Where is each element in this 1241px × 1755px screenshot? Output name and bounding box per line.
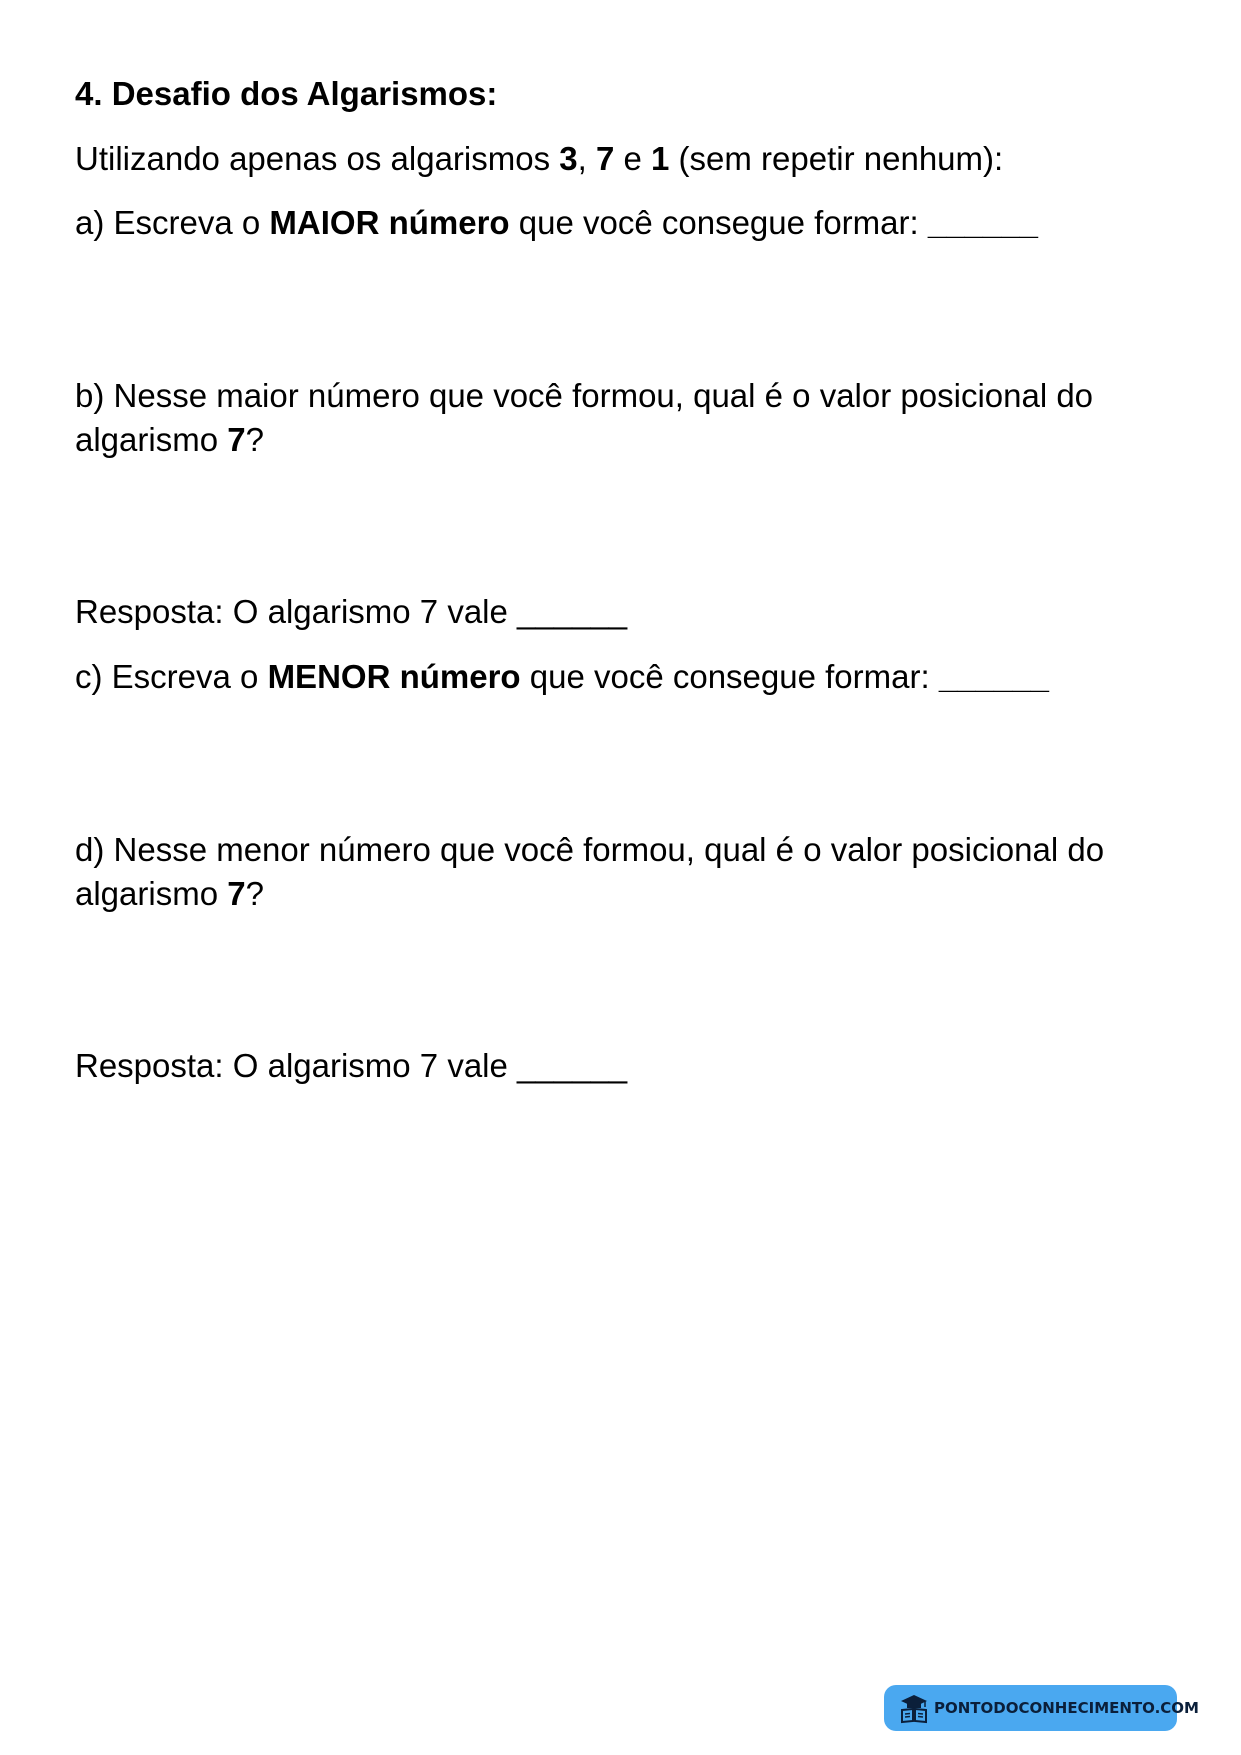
answer-d-text: Resposta: O algarismo 7 vale (75, 1047, 518, 1084)
question-d-line1: d) Nesse menor número que você formou, qual é o valor posicional do (75, 831, 1105, 868)
graduation-book-icon (898, 1692, 930, 1724)
question-a-prefix: a) Escreva o (75, 204, 270, 241)
question-d-prefix: algarismo (75, 875, 228, 912)
question-b-digit: 7 (227, 421, 246, 458)
question-c-prefix: c) Escreva o (75, 658, 268, 695)
digit-1: 1 (651, 140, 670, 177)
answer-d (75, 1044, 627, 1088)
answer-b-text: Resposta: O algarismo 7 vale (75, 593, 518, 630)
question-d-suffix: ? (245, 875, 264, 912)
answer-blank-b[interactable]: ______ (517, 593, 628, 630)
digit-7: 7 (595, 140, 615, 177)
question-b-suffix: ? (245, 421, 264, 458)
question-d-digit: 7 (227, 875, 246, 912)
site-badge-label: PONTODOCONHECIMENTO.COM (934, 1699, 1199, 1717)
question-c-suffix: que você consegue formar: (520, 658, 939, 695)
intro-sep1: , (577, 140, 596, 177)
intro-prefix: Utilizando apenas os algarismos (75, 140, 560, 177)
exercise-title: 4. Desafio dos Algarismos: (75, 75, 498, 112)
answer-blank-a[interactable]: ______ (927, 204, 1038, 241)
question-b-line1: b) Nesse maior número que você formou, qual é o valor posicional do (75, 377, 1094, 414)
site-badge[interactable] (884, 1685, 1199, 1731)
question-a-emphasis: MAIOR número (269, 204, 510, 241)
question-a-suffix: que você consegue formar: (509, 204, 928, 241)
question-b-prefix: algarismo (75, 421, 228, 458)
answer-blank-d[interactable]: ______ (517, 1047, 628, 1084)
answer-blank-c[interactable]: ______ (938, 658, 1049, 695)
question-b-line2 (75, 418, 264, 462)
intro-sep2: e (614, 140, 652, 177)
question-a (75, 201, 1038, 245)
question-c-emphasis: MENOR número (267, 658, 521, 695)
intro-text (75, 137, 1003, 181)
question-c (75, 655, 1049, 699)
intro-suffix: (sem repetir nenhum): (669, 140, 1004, 177)
answer-b (75, 590, 627, 634)
question-d-line2 (75, 872, 264, 916)
digit-3: 3 (559, 140, 578, 177)
